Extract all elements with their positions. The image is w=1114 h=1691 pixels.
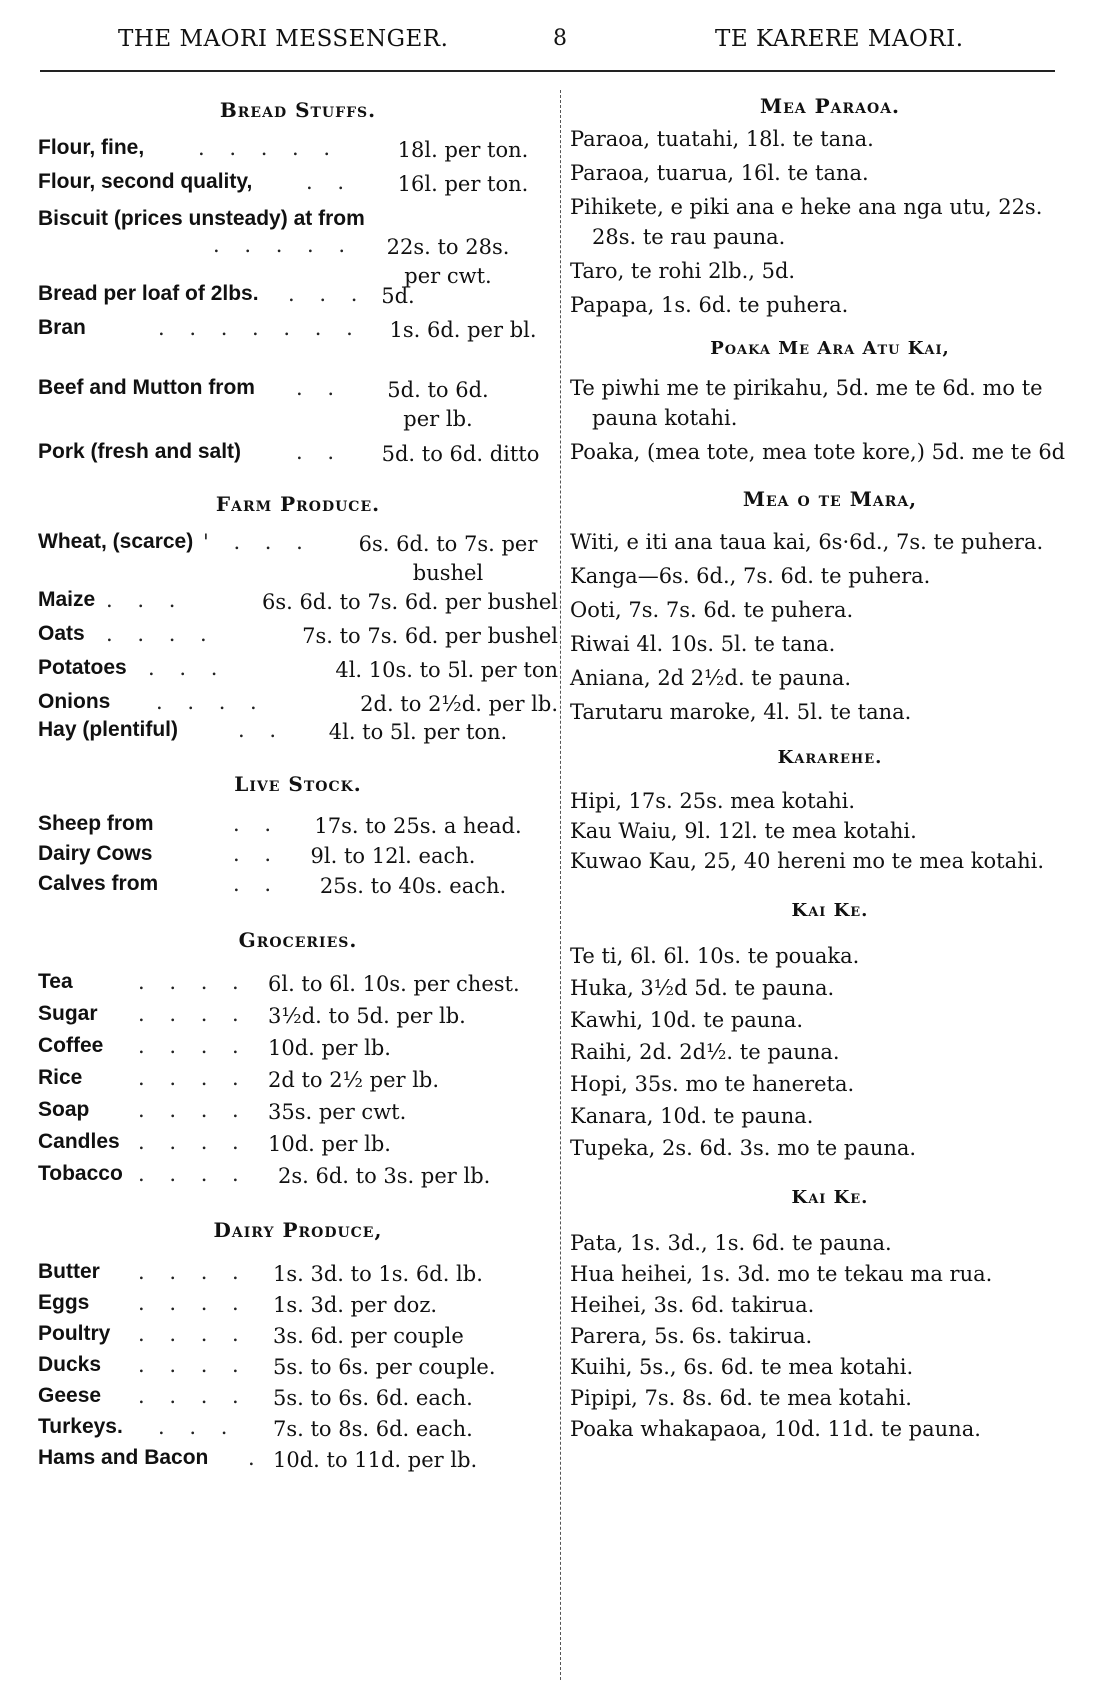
item-price: 5d. to 6d. per lb. — [387, 378, 489, 431]
leader-dots: . . . . — [138, 1384, 248, 1408]
leader-dots: . . . . . . . — [158, 316, 362, 340]
maori-item: Tarutaru maroke, 4l. 5l. te tana. — [570, 700, 912, 724]
price-list-farm — [38, 530, 558, 752]
leader-dots: . . . — [148, 656, 227, 680]
item-name: Maize — [38, 588, 96, 611]
item-name: Turkeys. — [38, 1415, 123, 1438]
price-row — [38, 1322, 558, 1353]
price-row — [38, 204, 558, 288]
leader-dots: ' . . . — [203, 530, 312, 554]
item-price: 5d. to 6d. ditto — [381, 442, 540, 466]
maori-item: Kau Waiu, 9l. 12l. te mea kotahi. — [570, 819, 917, 843]
header-maori-title: TE KARERE MAORI. — [715, 26, 964, 52]
price-list-bread — [38, 136, 558, 350]
price-row — [38, 656, 558, 690]
maori-item: Hopi, 35s. mo te hanereta. — [570, 1072, 855, 1096]
maori-item: Hipi, 17s. 25s. mea kotahi. — [570, 789, 856, 813]
leader-dots: . . . . — [138, 1353, 248, 1377]
item-name: Flour, second quality, — [38, 170, 253, 193]
maori-item: Pata, 1s. 3d., 1s. 6d. te pauna. — [570, 1231, 892, 1255]
leader-dots: . . . . — [138, 1098, 248, 1122]
maori-item: Taro, te rohi 2lb., 5d. — [570, 259, 796, 283]
price-row — [38, 1446, 558, 1480]
price-row — [38, 622, 558, 656]
item-price: 18l. per ton. — [397, 138, 529, 162]
price-row — [38, 136, 558, 170]
maori-item: Poaka whakapaoa, 10d. 11d. te pauna. — [570, 1417, 981, 1441]
page-number: 8 — [553, 26, 568, 51]
maori-item: Witi, e iti ana taua kai, 6s·6d., 7s. te puhera. — [570, 530, 1044, 554]
item-price: 1s. 3d. per doz. — [273, 1293, 438, 1317]
item-name: Candles — [38, 1130, 120, 1153]
item-price: 1s. 6d. per bl. — [389, 318, 537, 342]
section-title-farm-produce: Farm Produce. — [215, 492, 381, 516]
price-row — [38, 170, 558, 204]
price-row — [38, 842, 558, 872]
price-row — [38, 1002, 558, 1034]
maori-item: Kanga—6s. 6d., 7s. 6d. te puhera. — [570, 564, 931, 588]
section-title-poaka: Poaka Me Ara Atu Kai, — [710, 338, 950, 359]
item-name: Ducks — [38, 1353, 102, 1376]
item-price: 5s. to 6s. per couple. — [273, 1355, 496, 1379]
item-price: 2s. 6d. to 3s. per lb. — [278, 1164, 491, 1188]
item-price: 5d. — [381, 284, 415, 308]
leader-dots: . . — [296, 376, 344, 400]
item-name: Calves from — [38, 872, 159, 895]
maori-item: Aniana, 2d 2½d. te pauna. — [570, 666, 852, 690]
section-title-kararehe: Kararehe. — [777, 747, 883, 768]
leader-dots: . . . — [288, 282, 367, 306]
price-row — [38, 718, 558, 752]
section-title-dairy-produce: Dairy Produce, — [213, 1218, 383, 1242]
item-price: 7s. to 7s. 6d. per bushel — [302, 624, 558, 648]
item-name: Poultry — [38, 1322, 111, 1345]
item-name: Eggs — [38, 1291, 90, 1314]
leader-dots: . . . . . — [198, 136, 340, 160]
item-price: 3½d. to 5d. per lb. — [268, 1004, 466, 1028]
item-price: 22s. to 28s. per cwt. — [386, 235, 510, 288]
item-name: Tobacco — [38, 1162, 123, 1185]
item-name: Beef and Mutton from — [38, 376, 255, 399]
maori-item: Heihei, 3s. 6d. takirua. — [570, 1293, 815, 1317]
leader-dots: . — [248, 1446, 264, 1470]
item-price: 6s. 6d. to 7s. per bushel — [358, 532, 538, 585]
maori-item: Kuwao Kau, 25, 40 hereni mo te mea kotahi. — [570, 849, 1045, 873]
page-header — [0, 18, 1114, 58]
item-name: Pork (fresh and salt) — [38, 440, 242, 463]
leader-dots: . . — [233, 842, 281, 866]
maori-list-kararehe — [570, 786, 1090, 876]
maori-list-poaka — [570, 373, 1090, 467]
leader-dots: . . . . — [106, 622, 216, 646]
item-name: Potatoes — [38, 656, 127, 679]
price-list-groceries — [38, 970, 558, 1196]
maori-list-kai-ke-1 — [570, 941, 1090, 1163]
price-row — [38, 690, 558, 718]
item-name: Sugar — [38, 1002, 98, 1025]
price-row — [38, 1291, 558, 1322]
leader-dots: . . . . — [138, 1034, 248, 1058]
item-name: Bread per loaf of 2lbs. — [38, 282, 259, 305]
section-title-bread-stuffs: Bread Stuffs. — [219, 98, 377, 122]
maori-list-kai-ke-2 — [570, 1228, 1090, 1444]
item-price: 10d. per lb. — [268, 1132, 391, 1156]
english-column — [38, 92, 558, 1480]
price-list-live-stock — [38, 812, 558, 906]
leader-dots: . . — [233, 872, 281, 896]
item-name: Onions — [38, 690, 111, 713]
leader-dots: . . . . — [156, 690, 266, 714]
maori-item: Papapa, 1s. 6d. te puhera. — [570, 293, 849, 317]
maori-item: Te ti, 6l. 6l. 10s. te pouaka. — [570, 944, 860, 968]
section-title-mea-o-te-mara: Mea o te Mara, — [742, 487, 918, 511]
item-price: 35s. per cwt. — [268, 1100, 407, 1124]
leader-dots: . . — [306, 170, 354, 194]
leader-dots: . . . — [158, 1415, 237, 1439]
item-name: Sheep from — [38, 812, 154, 835]
leader-dots: . . . . — [138, 1162, 248, 1186]
item-price: 5s. to 6s. 6d. each. — [273, 1386, 473, 1410]
price-row — [38, 1384, 558, 1415]
item-price: 4l. 10s. to 5l. per ton — [335, 658, 558, 682]
price-row — [38, 588, 558, 622]
price-row — [38, 872, 558, 906]
item-name: Hams and Bacon — [38, 1446, 209, 1469]
item-price: 10d. per lb. — [268, 1036, 391, 1060]
header-english-title: THE MAORI MESSENGER. — [118, 26, 449, 52]
item-name: Geese — [38, 1384, 102, 1407]
maori-list-mara — [570, 527, 1090, 727]
maori-item: Parera, 5s. 6s. takirua. — [570, 1324, 813, 1348]
price-row — [38, 1162, 558, 1196]
item-name: Biscuit (prices unsteady) at from — [38, 207, 365, 230]
maori-item: Kawhi, 10d. te pauna. — [570, 1008, 804, 1032]
maori-item: Pihikete, e piki ana e heke ana nga utu, 22s. 28s. te rau pauna. — [570, 195, 1043, 249]
leader-dots: . . . — [106, 588, 185, 612]
leader-dots: . . . . — [138, 1260, 248, 1284]
leader-dots: . . . . — [138, 1002, 248, 1026]
item-name: Butter — [38, 1260, 100, 1283]
item-name: Wheat, (scarce) — [38, 530, 194, 553]
section-title-kai-ke-2: Kai Ke. — [791, 1187, 869, 1208]
item-price: 17s. to 25s. a head. — [314, 814, 522, 838]
leader-dots: . . . . — [138, 1291, 248, 1315]
section-title-mea-paraoa: Mea Paraoa. — [759, 94, 901, 118]
leader-dots: . . . . — [138, 1322, 248, 1346]
item-price: 7s. to 8s. 6d. each. — [273, 1417, 473, 1441]
leader-dots: . . . . — [138, 970, 248, 994]
item-name: Hay (plentiful) — [38, 718, 178, 741]
price-row — [38, 376, 558, 440]
item-price: 25s. to 40s. each. — [319, 874, 507, 898]
maori-item: Tupeka, 2s. 6d. 3s. mo te pauna. — [570, 1136, 917, 1160]
maori-item: Pipipi, 7s. 8s. 6d. te mea kotahi. — [570, 1386, 912, 1410]
leader-dots: . . — [296, 440, 344, 464]
maori-item: Kanara, 10d. te pauna. — [570, 1104, 814, 1128]
leader-dots: . . . . — [138, 1066, 248, 1090]
price-row — [38, 1130, 558, 1162]
item-price: 3s. 6d. per couple — [273, 1324, 464, 1348]
item-price: 6l. to 6l. 10s. per chest. — [268, 972, 520, 996]
maori-item: Huka, 3½d 5d. te pauna. — [570, 976, 835, 1000]
maori-column — [570, 92, 1090, 1445]
maori-item: Poaka, (mea tote, mea tote kore,) 5d. me te 6d — [570, 440, 1066, 464]
price-row — [38, 1066, 558, 1098]
leader-dots: . . . . . — [213, 233, 355, 257]
column-divider — [560, 90, 561, 1680]
item-name: Dairy Cows — [38, 842, 153, 865]
item-name: Coffee — [38, 1034, 104, 1057]
item-name: Tea — [38, 970, 73, 993]
price-row — [38, 1415, 558, 1446]
section-title-live-stock: Live Stock. — [234, 772, 362, 796]
price-row — [38, 316, 558, 350]
section-title-groceries: Groceries. — [238, 928, 358, 952]
item-price: 6s. 6d. to 7s. 6d. per bushel — [261, 590, 558, 614]
item-name: Flour, fine, — [38, 136, 145, 159]
leader-dots: . . — [233, 812, 281, 836]
leader-dots: . . — [238, 718, 286, 742]
item-name: Soap — [38, 1098, 90, 1121]
maori-item: Kuihi, 5s., 6s. 6d. te mea kotahi. — [570, 1355, 914, 1379]
item-price: 9l. to 12l. each. — [310, 844, 476, 868]
item-price: 4l. to 5l. per ton. — [328, 720, 508, 744]
price-row — [38, 440, 558, 474]
price-row — [38, 812, 558, 842]
header-rule — [40, 70, 1055, 72]
price-list-dairy — [38, 1260, 558, 1480]
item-price: 2d to 2½ per lb. — [268, 1068, 440, 1092]
leader-dots: . . . . — [138, 1130, 248, 1154]
item-price: 1s. 3d. to 1s. 6d. lb. — [273, 1262, 483, 1286]
item-price: 16l. per ton. — [397, 172, 529, 196]
maori-item: Te piwhi me te pirikahu, 5d. me te 6d. mo te pauna kotahi. — [570, 376, 1043, 430]
price-row — [38, 530, 558, 588]
price-row — [38, 1098, 558, 1130]
section-title-kai-ke-1: Kai Ke. — [791, 900, 869, 921]
price-row — [38, 1034, 558, 1066]
price-list-meat — [38, 376, 558, 474]
price-row — [38, 282, 558, 316]
maori-item: Raihi, 2d. 2d½. te pauna. — [570, 1040, 840, 1064]
maori-item: Ooti, 7s. 7s. 6d. te puhera. — [570, 598, 854, 622]
item-price: 10d. to 11d. per lb. — [273, 1448, 478, 1472]
price-row — [38, 1353, 558, 1384]
item-name: Oats — [38, 622, 85, 645]
price-row — [38, 970, 558, 1002]
item-price: 2d. to 2½d. per lb. — [360, 692, 558, 716]
price-row — [38, 1260, 558, 1291]
item-name: Bran — [38, 316, 86, 339]
item-name: Rice — [38, 1066, 83, 1089]
maori-item: Paraoa, tuarua, 16l. te tana. — [570, 161, 869, 185]
maori-item: Paraoa, tuatahi, 18l. te tana. — [570, 127, 874, 151]
maori-list-paraoa — [570, 124, 1090, 320]
maori-item: Riwai 4l. 10s. 5l. te tana. — [570, 632, 836, 656]
maori-item: Hua heihei, 1s. 3d. mo te tekau ma rua. — [570, 1262, 993, 1286]
